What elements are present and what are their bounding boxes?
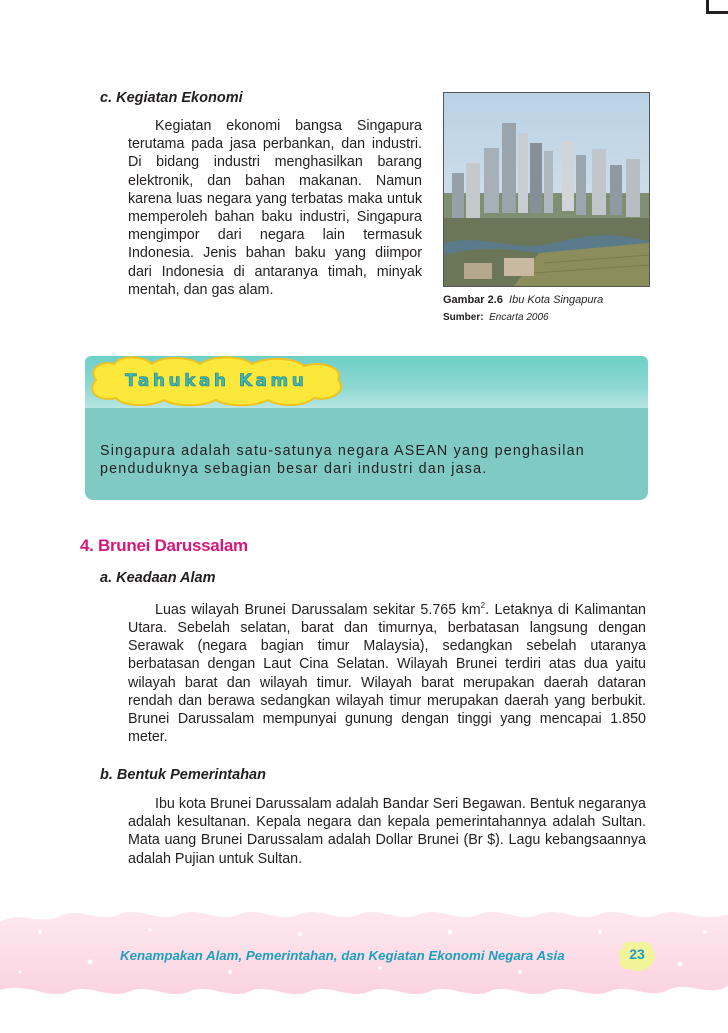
figure-caption-line: [443, 292, 603, 309]
section-c-paragraph: [128, 117, 422, 299]
section-4-heading: 4. Brunei Darussalam: [80, 536, 248, 555]
section-4a-heading: a. Keadaan Alam: [100, 570, 216, 586]
page-number-badge: [617, 940, 657, 972]
section-4b-paragraph: [128, 795, 646, 868]
section-4a-text-post: . Letaknya di Kalimantan Utara. Sebelah selatan, barat dan timurnya, berbatasan langsung dengan Serawak (negara bagian timur Malaysia), sedangkan sebelah utaranya berbatasan dengan Laut Cina Selatan. Wilayah Brunei terdiri atas dua yaitu wilayah barat dan wilayah timur. Wilayah barat merupakan daerah dataran rendah dan berawa sedangkan wilayah timur merupakan daerah yang berbukit. Brunei Darussalam mempunyai gunung dengan tinggi yang mencapai 1.850 meter.: [128, 601, 646, 746]
singapore-city-photo: [443, 92, 650, 287]
tahukah-text: Singapura adalah satu-satunya negara ASEAN yang penghasilan penduduknya sebagian besar dari industri dan jasa.: [100, 443, 585, 477]
figure-source-label: Sumber:: [443, 312, 484, 323]
section-c-text: Kegiatan ekonomi bangsa Singapura terutama pada jasa perbankan, dan industri. Di bidang industri menghasilkan barang elektronik, dan bahan makanan. Namun karena luas negara yang terbatas maka untuk memperoleh bahan baku industri, Singapura mengimpor dari negara lain termasuk Indonesia. Jenis bahan baku yang diimpor dari Indonesia di antaranya timah, minyak mentah, dan gas alam.: [128, 118, 422, 298]
tahukah-title: Tahukah Kamu: [125, 371, 308, 391]
figure-caption: [443, 292, 603, 326]
skyline-illustration: [444, 93, 649, 286]
section-4a-paragraph: [128, 597, 646, 746]
section-4b-heading: b. Bentuk Pemerintahan: [100, 767, 266, 783]
page-number: 23: [629, 946, 645, 962]
section-4b-text: Ibu kota Brunei Darussalam adalah Bandar Seri Begawan. Bentuk negaranya adalah kesultanan. Kepala negara dan kepala pemerintahannya adalah Sultan. Mata uang Brunei Darussalam adalah Dollar Brunei (Br $). Lagu kebangsaannya adalah Pujian untuk Sultan.: [128, 796, 646, 867]
section-c-heading: c. Kegiatan Ekonomi: [100, 90, 243, 106]
section-4a-text-pre: Luas wilayah Brunei Darussalam sekitar 5.765 km: [155, 601, 481, 618]
section-4a-superscript: 2: [480, 601, 486, 610]
footer-title: Kenampakan Alam, Pemerintahan, dan Kegiatan Ekonomi Negara Asia: [120, 948, 565, 963]
figure-title: Ibu Kota Singapura: [509, 294, 604, 306]
section-4a-text: [128, 597, 646, 746]
figure-source-line: [443, 309, 603, 326]
page-corner-mark: [706, 0, 728, 14]
figure-source: Encarta 2006: [489, 312, 549, 323]
figure-label: Gambar 2.6: [443, 294, 503, 306]
